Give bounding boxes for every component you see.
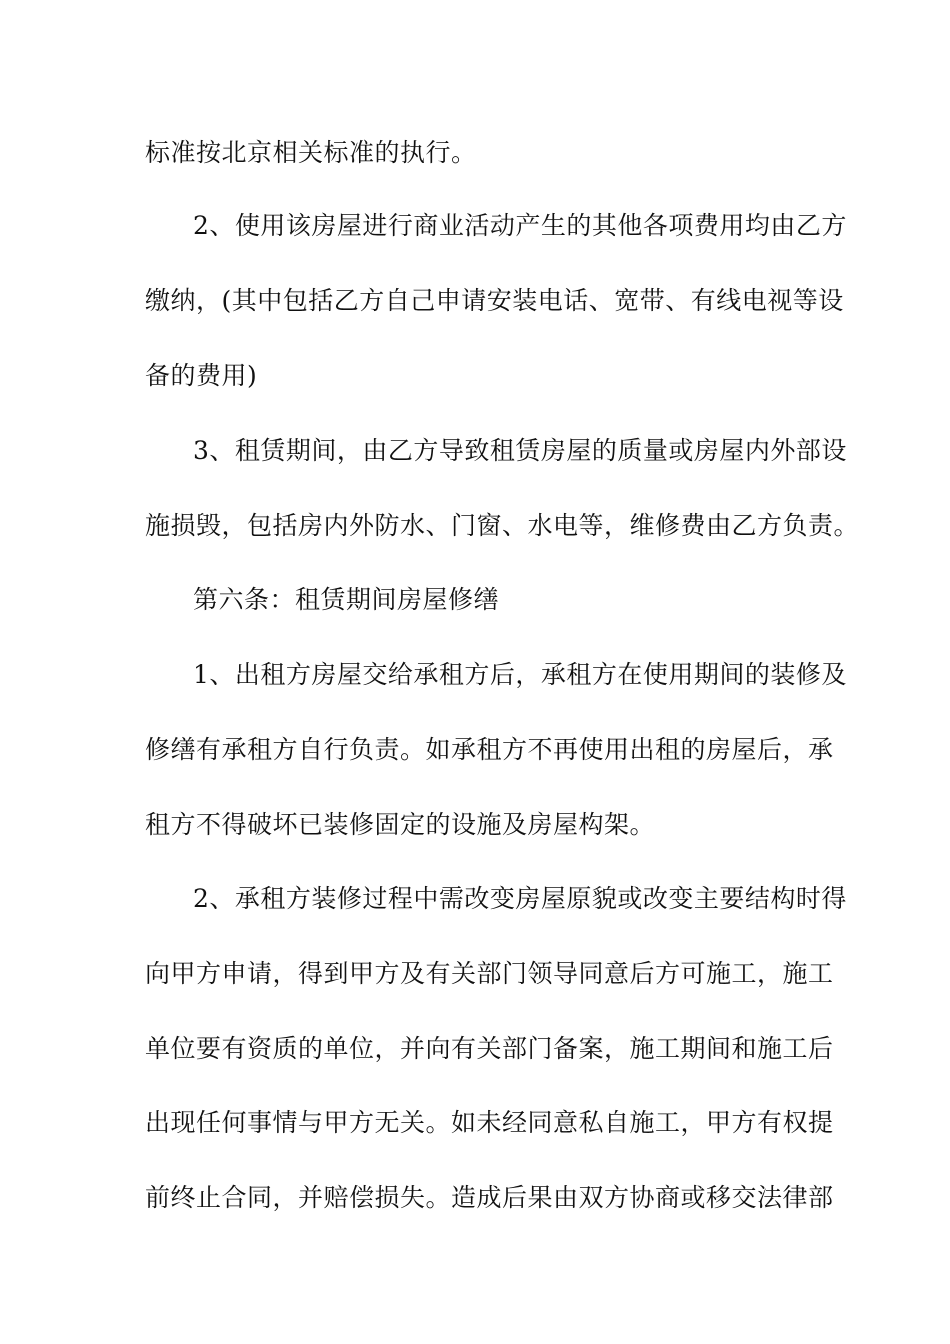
text-line: 2、使用该房屋进行商业活动产生的其他各项费用均由乙方 — [193, 211, 847, 240]
text-line: 标准按北京相关标准的执行。 — [145, 138, 477, 167]
text-line: 备的费用) — [145, 361, 258, 390]
text-line: 缴纳，(其中包括乙方自己申请安装电话、宽带、有线电视等设 — [145, 286, 844, 315]
text-line: 3、租赁期间，由乙方导致租赁房屋的质量或房屋内外部设 — [193, 436, 847, 465]
text-line: 施损毁，包括房内外防水、门窗、水电等，维修费由乙方负责。 — [145, 511, 860, 540]
text-line: 2、承租方装修过程中需改变房屋原貌或改变主要结构时得 — [193, 884, 847, 913]
text-line: 前终止合同，并赔偿损失。造成后果由双方协商或移交法律部 — [145, 1183, 834, 1212]
text-line: 修缮有承租方自行负责。如承租方不再使用出租的房屋后，承 — [145, 735, 834, 764]
text-line: 租方不得破坏已装修固定的设施及房屋构架。 — [145, 810, 656, 839]
text-line: 出现任何事情与甲方无关。如未经同意私自施工，甲方有权提 — [145, 1108, 834, 1137]
text-line: 向甲方申请，得到甲方及有关部门领导同意后方可施工，施工 — [145, 959, 834, 988]
section-heading: 第六条：租赁期间房屋修缮 — [193, 585, 500, 614]
text-line: 单位要有资质的单位，并向有关部门备案，施工期间和施工后 — [145, 1034, 834, 1063]
text-line: 1、出租方房屋交给承租方后，承租方在使用期间的装修及 — [193, 660, 847, 689]
